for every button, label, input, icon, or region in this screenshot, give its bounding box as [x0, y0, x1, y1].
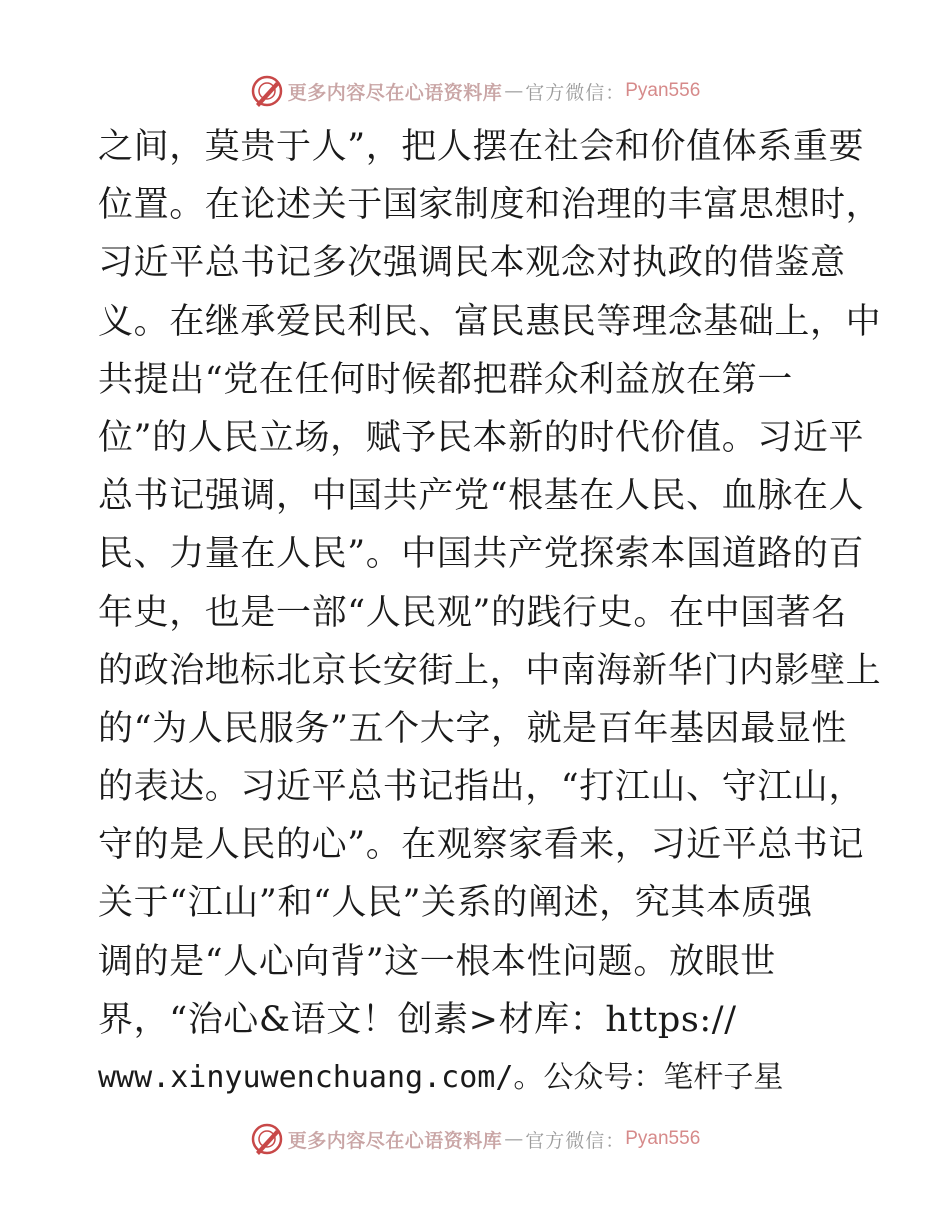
banner-official-label: 官方微信：	[525, 1129, 626, 1152]
body-line: 民、力量在人民”。中国共产党探索本国道路的百	[98, 534, 865, 575]
banner-main-text: 更多内容尽在心语资料库	[287, 81, 503, 104]
body-line: 位”的人民立场，赋予民本新的时代价值。习近平	[98, 417, 865, 458]
body-line: 的“为人民服务”五个大字，就是百年基因最显性	[98, 708, 847, 749]
body-line-url: www.xinyuwenchuang.com/。公众号：笔杆子星	[98, 1060, 784, 1095]
header-watermark-banner	[0, 71, 950, 111]
banner-wechat-id: Pyan556	[625, 80, 701, 101]
body-line: 之间，莫贵于人”，把人摆在社会和价值体系重要	[98, 127, 865, 167]
document-body	[98, 118, 882, 1107]
body-line: 总书记强调，中国共产党“根基在人民、血脉在人	[98, 476, 865, 517]
banner-wechat-id: Pyan556	[625, 1128, 701, 1149]
body-line: 的政治地标北京长安街上，中南海新华门内影壁上	[98, 650, 882, 691]
banner-official-label: 官方微信：	[525, 81, 626, 104]
body-line: 习近平总书记多次强调民本观念对执政的借鉴意	[98, 243, 846, 284]
pen-logo-icon	[250, 74, 284, 108]
body-line: 界，“治心&语文！创素>材库：https://	[98, 999, 737, 1040]
body-line: 守的是人民的心”。在观察家看来，习近平总书记	[98, 825, 865, 866]
banner-separator: —	[504, 80, 524, 102]
body-line: 义。在继承爱民利民、富民惠民等理念基础上，中	[98, 301, 882, 342]
banner-main-text: 更多内容尽在心语资料库	[287, 1129, 503, 1152]
body-line: 关于“江山”和“人民”关系的阐述，究其本质强	[98, 883, 813, 924]
banner-separator: —	[504, 1128, 524, 1150]
pen-logo-icon	[250, 1122, 284, 1156]
footer-watermark-banner	[0, 1119, 950, 1159]
body-line: 年史，也是一部“人民观”的践行史。在中国著名	[98, 592, 847, 633]
body-line: 共提出“党在任何时候都把群众利益放在第一	[98, 359, 793, 400]
body-line: 的表达。习近平总书记指出，“打江山、守江山，	[98, 767, 865, 808]
body-line: 位置。在论述关于国家制度和治理的丰富思想时，	[98, 185, 882, 226]
body-line: 调的是“人心向背”这一根本性问题。放眼世	[98, 941, 776, 982]
